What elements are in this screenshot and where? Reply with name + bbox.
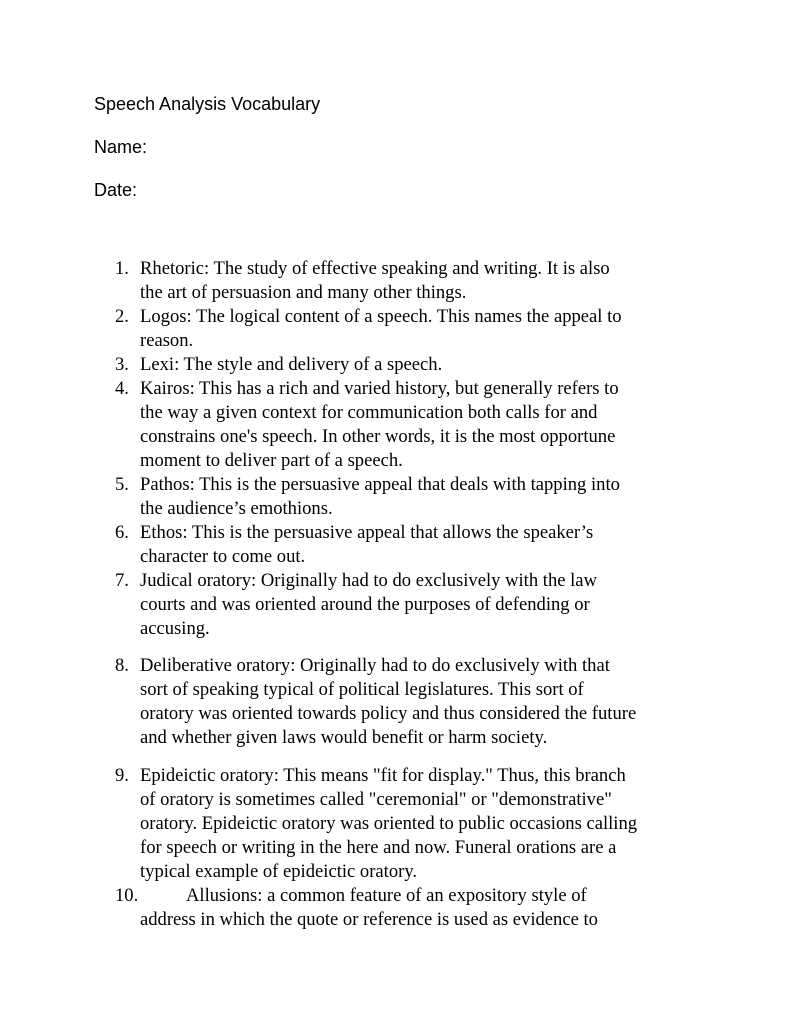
item-line: typical example of epideictic oratory. xyxy=(140,861,418,882)
item-number: 6. xyxy=(115,522,129,543)
list-item xyxy=(115,257,700,305)
item-line: Judical oratory: Originally had to do exclusively with the law xyxy=(140,570,597,591)
date-field-label: Date: xyxy=(94,180,138,200)
list-item xyxy=(115,473,700,521)
item-number: 4. xyxy=(115,378,129,399)
item-line-wrapper xyxy=(140,884,700,908)
item-line: Lexi: The style and delivery of a speech. xyxy=(140,354,443,375)
item-line: and whether given laws would benefit or harm society. xyxy=(140,727,548,748)
item-line: reason. xyxy=(140,330,194,351)
name-field-label: Name: xyxy=(94,137,148,157)
item-line: sort of speaking typical of political legislatures. This sort of xyxy=(140,679,584,700)
item-line: Kairos: This has a rich and varied history, but generally refers to xyxy=(140,378,619,399)
item-line: Pathos: This is the persuasive appeal that deals with tapping into xyxy=(140,474,620,495)
list-item xyxy=(115,569,700,641)
list-item xyxy=(115,305,700,353)
item-line: Allusions: a common feature of an expository style of xyxy=(186,885,587,906)
item-number: 5. xyxy=(115,474,129,495)
item-line: the art of persuasion and many other things. xyxy=(140,282,467,303)
list-item xyxy=(115,884,700,932)
item-line: oratory was oriented towards policy and thus considered the future xyxy=(140,703,637,724)
item-number: 9. xyxy=(115,765,129,786)
item-line: of oratory is sometimes called "ceremonial" or "demonstrative" xyxy=(140,789,612,810)
list-item xyxy=(115,654,700,750)
item-line: Deliberative oratory: Originally had to do exclusively with that xyxy=(140,655,610,676)
item-number: 7. xyxy=(115,570,129,591)
item-line: address in which the quote or reference is used as evidence to xyxy=(140,909,598,930)
list-item xyxy=(115,377,700,473)
item-line: the way a given context for communication both calls for and xyxy=(140,402,598,423)
list-item xyxy=(115,353,700,377)
item-line: Epideictic oratory: This means "fit for display." Thus, this branch xyxy=(140,765,626,786)
item-line: constrains one's speech. In other words, it is the most opportune xyxy=(140,426,616,447)
item-line: moment to deliver part of a speech. xyxy=(140,450,403,471)
item-line: the audience’s emothions. xyxy=(140,498,333,519)
item-number: 1. xyxy=(115,258,129,279)
item-line: Logos: The logical content of a speech. This names the appeal to xyxy=(140,306,622,327)
item-line: Rhetoric: The study of effective speaking and writing. It is also xyxy=(140,258,610,279)
item-line: Ethos: This is the persuasive appeal that allows the speaker’s xyxy=(140,522,594,543)
item-line: accusing. xyxy=(140,618,210,639)
item-line: courts and was oriented around the purposes of defending or xyxy=(140,594,590,615)
list-item xyxy=(115,521,700,569)
page-title: Speech Analysis Vocabulary xyxy=(94,94,321,114)
item-number: 10. xyxy=(115,885,139,906)
item-line: character to come out. xyxy=(140,546,306,567)
item-number: 2. xyxy=(115,306,129,327)
item-line: for speech or writing in the here and now. Funeral orations are a xyxy=(140,837,617,858)
item-number: 8. xyxy=(115,655,129,676)
item-number: 3. xyxy=(115,354,129,375)
item-line: oratory. Epideictic oratory was oriented to public occasions calling xyxy=(140,813,638,834)
list-item xyxy=(115,764,700,884)
